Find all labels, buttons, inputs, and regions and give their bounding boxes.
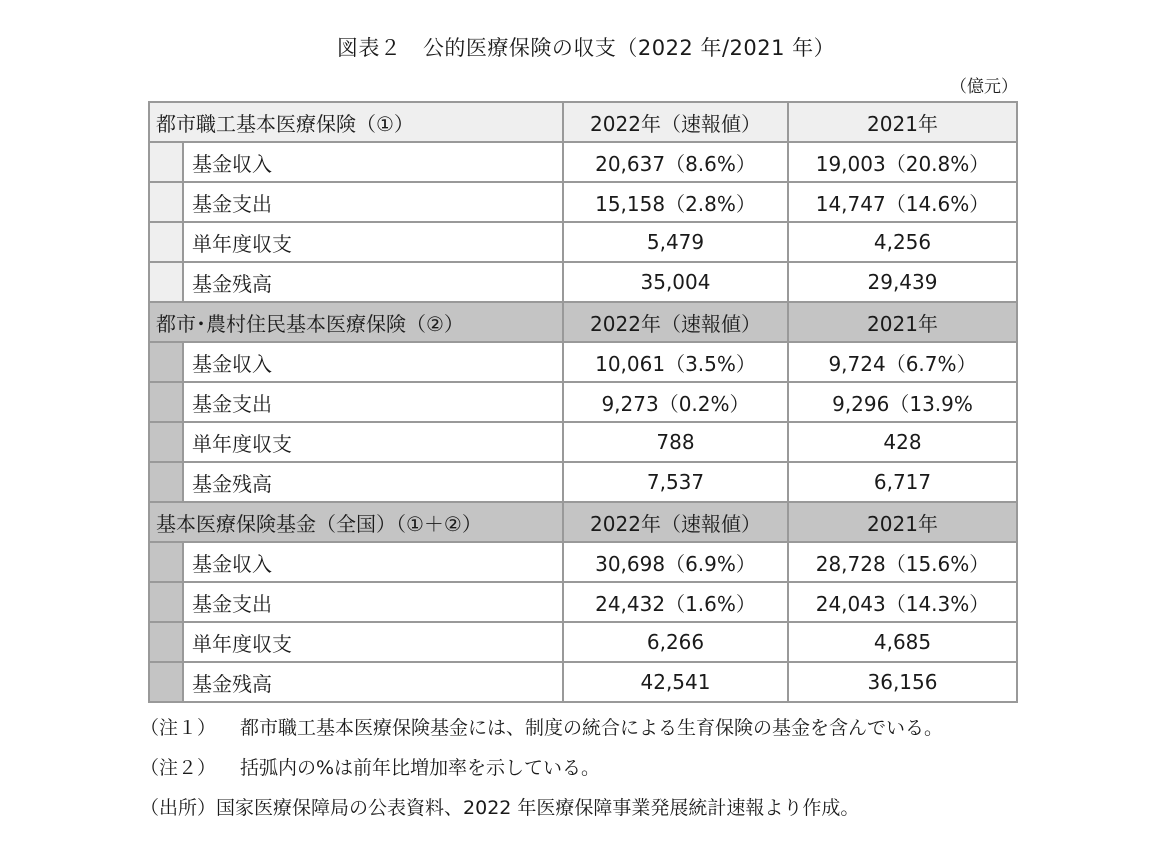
row-label: 基金残高 — [184, 463, 564, 501]
table-row — [150, 623, 1016, 663]
row-label: 基金支出 — [184, 383, 564, 421]
section-heading: 都市職工基本医療保険（①） — [150, 103, 564, 141]
row-label: 基金収入 — [184, 543, 564, 581]
row-label: 単年度収支 — [184, 423, 564, 461]
section-urban-employee — [150, 103, 1016, 303]
value-2022: 35,004 — [564, 263, 789, 301]
table-row — [150, 223, 1016, 263]
section-header-row — [150, 303, 1016, 343]
section-national-total — [150, 503, 1016, 703]
row-label: 基金残高 — [184, 663, 564, 701]
footnote-text: 括弧内の%は前年比増加率を示している。 — [240, 757, 601, 779]
value-2022: 6,266 — [564, 623, 789, 661]
table-row — [150, 263, 1016, 303]
section-heading: 基本医療保険基金（全国）（①＋②） — [150, 503, 564, 541]
column-header-2022: 2022年（速報値） — [564, 303, 789, 341]
value-2021: 14,747（14.6%） — [815, 191, 990, 216]
unit-label: （億元） — [950, 77, 1018, 97]
section-urban-rural-resident — [150, 303, 1016, 503]
table-row — [150, 663, 1016, 703]
row-label: 単年度収支 — [184, 223, 564, 261]
footnote-1 — [140, 708, 943, 748]
value-2021: 4,685 — [873, 630, 932, 654]
footnotes — [140, 708, 943, 828]
value-2021: 6,717 — [873, 470, 932, 494]
value-2022: 10,061（3.5%） — [564, 343, 789, 381]
section-header-row — [150, 503, 1016, 543]
table-row — [150, 143, 1016, 183]
footnote-label: （注１） — [140, 717, 217, 739]
section-heading: 都市･農村住民基本医療保険（②） — [150, 303, 564, 341]
value-2021: 19,003（20.8%） — [815, 151, 990, 176]
column-header-2022: 2022年（速報値） — [564, 503, 789, 541]
value-2022: 24,432（1.6%） — [564, 583, 789, 621]
table-row — [150, 463, 1016, 503]
table-row — [150, 583, 1016, 623]
value-2021: 4,256 — [873, 230, 932, 254]
value-2021: 36,156 — [867, 670, 938, 694]
value-2022: 5,479 — [564, 223, 789, 261]
column-header-2022: 2022年（速報値） — [564, 103, 789, 141]
footnote-label: （注２） — [140, 757, 217, 779]
source-text: 国家医療保障局の公表資料、2022 年医療保障事業発展統計速報より作成。 — [216, 797, 860, 819]
row-label: 基金収入 — [184, 143, 564, 181]
source-label: （出所） — [140, 797, 217, 819]
insurance-balance-table — [148, 101, 1018, 703]
value-2022: 42,541 — [564, 663, 789, 701]
table-row — [150, 343, 1016, 383]
value-2021: 9,296（13.9% — [832, 391, 973, 416]
value-2021: 9,724（6.7%） — [828, 351, 977, 376]
row-label: 基金収入 — [184, 343, 564, 381]
value-2021: 24,043（14.3%） — [815, 591, 990, 616]
row-label: 基金残高 — [184, 263, 564, 301]
value-2021: 428 — [883, 430, 922, 454]
table-row — [150, 423, 1016, 463]
table-row — [150, 183, 1016, 223]
footnote-2 — [140, 748, 943, 788]
row-label: 基金支出 — [184, 183, 564, 221]
row-label: 基金支出 — [184, 583, 564, 621]
column-header-2021: 2021年 — [867, 511, 938, 536]
value-2022: 20,637（8.6%） — [564, 143, 789, 181]
table-row — [150, 383, 1016, 423]
value-2021: 28,728（15.6%） — [815, 551, 990, 576]
column-header-2021: 2021年 — [867, 111, 938, 136]
column-header-2021: 2021年 — [867, 311, 938, 336]
value-2022: 7,537 — [564, 463, 789, 501]
section-header-row — [150, 103, 1016, 143]
value-2022: 9,273（0.2%） — [564, 383, 789, 421]
footnote-text: 都市職工基本医療保険基金には、制度の統合による生育保険の基金を含んでいる。 — [240, 717, 944, 739]
value-2022: 15,158（2.8%） — [564, 183, 789, 221]
table-row — [150, 543, 1016, 583]
source-note — [140, 788, 943, 828]
row-label: 単年度収支 — [184, 623, 564, 661]
value-2021: 29,439 — [867, 270, 938, 294]
page-title: 図表２ 公的医療保険の収支（2022 年/2021 年） — [336, 36, 836, 60]
value-2022: 30,698（6.9%） — [564, 543, 789, 581]
value-2022: 788 — [564, 423, 789, 461]
